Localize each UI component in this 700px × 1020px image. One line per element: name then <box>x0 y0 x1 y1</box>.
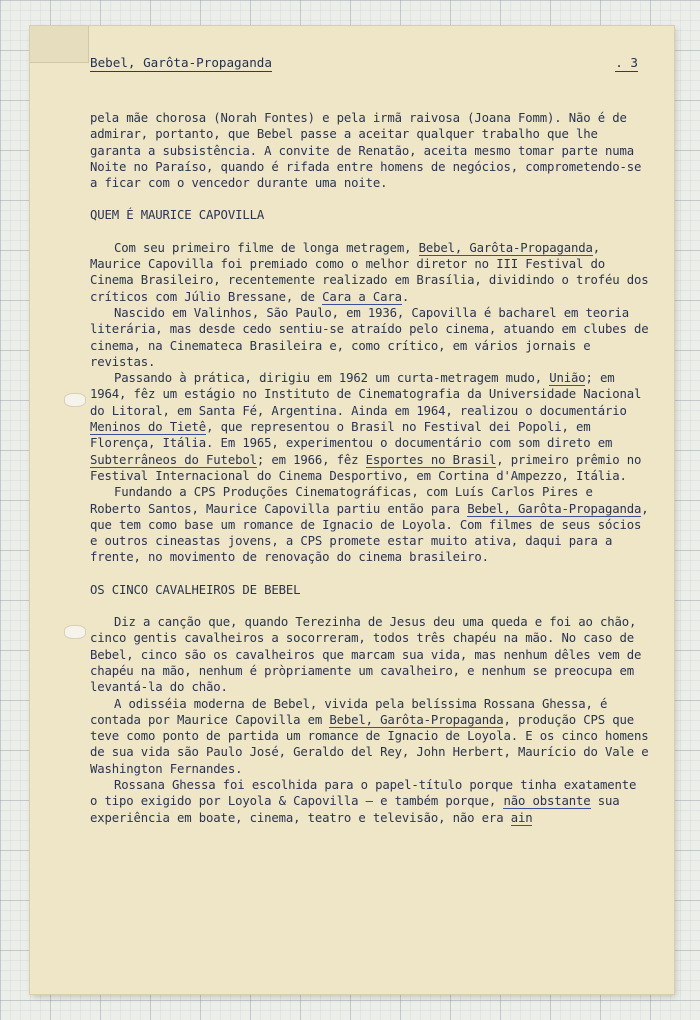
text: Fundando a CPS Produções Cinematográficas, com Luís Carlos Pires e Roberto Santos, Maurice Capovilla partiu então para <box>90 485 600 516</box>
text: sua experiência em boate, cinema, teatro e televisão, não era <box>90 794 627 825</box>
page-number: . 3 <box>615 55 638 70</box>
text: ; em 1964, fêz um estágio no Instituto de Cinematografia da Universidade Nacional do Litoral, em Santa Fé, Argentina. Ainda em 1964, realizou o documentário <box>90 371 649 418</box>
text: , que tem como base um romance de Ignacio de Loyola. Com filmes de seus sócios e outros cineastas jovens, a CPS promete estar muito ativa, daqui para a frente, no movimento de renovação do cinema brasileiro. <box>90 501 656 565</box>
text: Passando à prática, dirigiu em 1962 um curta-metragem mudo, <box>114 371 550 386</box>
paragraph <box>90 240 656 305</box>
document-body <box>90 110 656 826</box>
film-title: Cara a Cara <box>322 289 402 304</box>
film-title: Subterrâneos do Futebol <box>90 452 257 467</box>
text: Rossana Ghessa foi escolhida para o papel-título porque tinha exatamente o tipo exigido por Loyola & Capovilla — e também porque, <box>90 777 644 809</box>
text: Nascido em Valinhos, São Paulo, em 1936, Capovilla é bacharel em teoria literária, mas desde cedo sentiu-se atraído pelo cinema, atuando em clubes de cinema, na Cinemateca Brasileira e, como crítico, em vários jornais e revistas. <box>90 305 656 369</box>
punch-hole <box>64 625 86 639</box>
text: ; em 1966, fêz <box>256 452 366 467</box>
running-title: Bebel, Garôta-Propaganda <box>90 55 272 70</box>
film-title: Bebel, Garôta-Propaganda <box>329 712 504 727</box>
paragraph <box>90 777 650 826</box>
text: Diz a canção que, quando Terezinha de Jesus deu uma queda e foi ao chão, cinco gentis cavalheiros a socorreram, todos três chapéu na mão. No caso de Bebel, cinco são os cavalheiros que marcam sua vida, mas nenhum dêles vem de chapéu na mão, nenhum é pròpriamente um cavalheiro, e nenhum se preocupa em levantá-la do chão. <box>90 615 649 695</box>
paragraph <box>90 370 650 484</box>
film-title: União <box>549 371 586 386</box>
text: pela mãe chorosa (Norah Fontes) e pela irmã raivosa (Joana Fomm). Não é de admirar, portanto, que Bebel passe a aceitar qualquer trabalho que lhe garanta a subsistência. A convite de Renatão, aceita mesmo tomar parte numa Noite no Paraíso, quando é rifada entre homens de negócios, comprometendo-se a ficar com o vencedor durante uma noite. <box>90 111 649 191</box>
folded-corner <box>30 26 89 63</box>
text: , Maurice Capovilla foi premiado como o melhor diretor no III Festival do Cinema Brasileiro, recentemente realizado em Brasília, dividindo o troféu dos críticos com Júlio Bressane, de <box>90 240 656 304</box>
text: . <box>401 289 410 304</box>
paragraph <box>90 110 650 191</box>
text: A odisséia moderna de Bebel, vivida pela belíssima Rossana Ghessa, é contada por Maurice Capovilla em <box>90 696 615 727</box>
underlined-text: ain <box>510 810 533 825</box>
section-heading: QUEM É MAURICE CAPOVILLA <box>90 208 265 223</box>
text: , produção CPS que teve como ponto de partida um romance de Ignacio de Loyola. E os cinco homens de sua vida são Paulo José, Geraldo del Rey, John Herbert, Maurício do Vale e Washington Fernandes. <box>90 712 656 776</box>
paragraph <box>90 305 656 370</box>
film-title: Bebel, Garôta-Propaganda <box>467 501 642 516</box>
section-heading: OS CINCO CAVALHEIROS DE BEBEL <box>90 582 301 597</box>
punch-hole <box>64 393 86 407</box>
paragraph <box>90 484 656 565</box>
underlined-text: não obstante <box>503 794 591 809</box>
text: Com seu primeiro filme de longa metragem, <box>114 240 419 255</box>
film-title: Bebel, Garôta-Propaganda <box>418 240 593 255</box>
film-title: Meninos do Tietê <box>90 420 207 435</box>
document-page <box>30 26 674 994</box>
text: , que representou o Brasil no Festival dei Popoli, em Florença, Itália. Em 1965, experimentou o documentário com som direto em <box>90 420 620 451</box>
film-title: Esportes no Brasil <box>365 452 497 467</box>
paragraph <box>90 614 650 695</box>
paragraph <box>90 696 656 777</box>
text: , primeiro prêmio no Festival Internacional do Cinema Desportivo, em Cortina d'Ampezzo, Itália. <box>90 452 649 483</box>
